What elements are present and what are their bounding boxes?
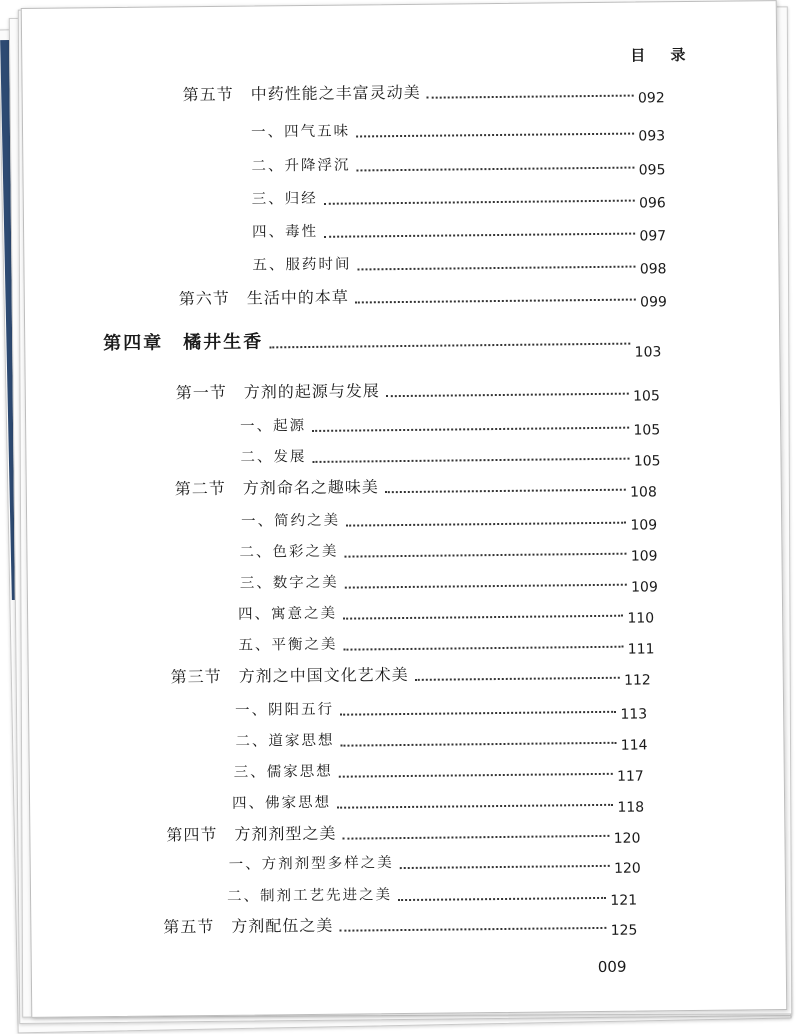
toc-entry [235, 696, 648, 723]
toc-entry-label: 第四章 橘井生香 [103, 331, 264, 355]
toc-entry-label: 第二节 方剂命名之趣味美 [174, 477, 379, 499]
toc-entry-label: 二、色彩之美 [239, 543, 339, 561]
toc-entry-page: 098 [639, 261, 667, 278]
toc-entry-label: 一、简约之美 [241, 512, 341, 530]
toc-entry-label: 第五节 中药性能之丰富灵动美 [182, 82, 421, 105]
toc-entry-label: 一、方剂剂型多样之美 [228, 855, 394, 873]
toc-entry-page: 103 [634, 344, 662, 361]
toc-entry-label: 一、四气五味 [250, 123, 351, 141]
leader-dots [343, 615, 623, 620]
toc-entry-label: 第五节 方剂配伍之美 [163, 915, 334, 937]
toc-entry [239, 569, 658, 596]
toc-entry-page: 120 [613, 860, 641, 877]
toc-entry-label: 四、毒性 [252, 223, 319, 241]
toc-entry [179, 284, 667, 309]
toc-entry [183, 80, 665, 105]
toc-entry-page: 099 [640, 294, 667, 311]
toc-entry [234, 759, 644, 783]
toc-entry [232, 790, 644, 814]
toc-entry-label: 二、制剂工艺先进之美 [226, 887, 393, 905]
toc-entry-label: 二、道家思想 [235, 732, 335, 750]
toc-entry-page: 110 [627, 610, 655, 627]
toc-entry [227, 883, 637, 907]
toc-entry [240, 443, 661, 470]
leader-dots [269, 343, 630, 349]
leader-dots [312, 458, 629, 463]
leader-dots [356, 133, 634, 138]
toc-entry [241, 507, 658, 534]
toc-entry-page: 096 [638, 195, 666, 212]
toc-chapter-entry [103, 328, 662, 361]
toc-entry-page: 109 [631, 579, 658, 596]
toc-entry-page: 120 [613, 830, 641, 847]
toc-entry-page: 095 [638, 162, 666, 179]
toc-entry-page: 118 [617, 799, 645, 816]
toc-entry [171, 662, 651, 687]
leader-dots [385, 489, 626, 494]
leader-dots [324, 200, 635, 205]
leader-dots [356, 167, 634, 172]
toc-entry-page: 109 [630, 517, 658, 534]
leader-dots [346, 522, 626, 527]
toc-entry-page: 108 [630, 484, 657, 501]
toc-entry-page: 097 [639, 228, 667, 245]
leader-dots [345, 584, 627, 589]
page-number: 009 [597, 957, 627, 976]
toc-entry-label: 二、升降浮沉 [251, 157, 351, 175]
toc-entry [251, 152, 666, 179]
toc-entry-label: 第三节 方剂之中国文化艺术美 [170, 664, 409, 687]
table-of-contents [22, 1, 787, 1017]
leader-dots [415, 677, 620, 681]
toc-entry-page: 093 [638, 128, 666, 145]
toc-entry-page: 109 [630, 548, 658, 565]
toc-entry [239, 538, 658, 565]
toc-entry [252, 218, 667, 245]
toc-entry-label: 三、儒家思想 [233, 763, 333, 781]
leader-dots [312, 427, 629, 432]
running-header: 目 录 [630, 45, 696, 65]
toc-entry [240, 412, 661, 439]
leader-dots [386, 393, 629, 398]
toc-entry-page: 117 [616, 768, 644, 785]
toc-entry-label: 二、发展 [240, 449, 307, 466]
toc-entry [238, 600, 655, 627]
toc-entry-page: 125 [610, 922, 638, 939]
toc-entry-page: 114 [620, 737, 648, 754]
toc-entry-label: 第六节 生活中的本草 [178, 287, 349, 309]
toc-entry [250, 118, 666, 145]
toc-entry-page: 092 [637, 90, 665, 107]
toc-entry-page: 105 [633, 453, 661, 470]
leader-dots [427, 95, 634, 99]
toc-entry-page: 113 [620, 706, 648, 723]
leader-dots [342, 835, 609, 840]
toc-entry-page: 121 [610, 892, 638, 909]
leader-dots [398, 897, 606, 901]
toc-entry [175, 474, 657, 499]
leader-dots [339, 773, 613, 778]
leader-dots [357, 266, 635, 271]
leader-dots [340, 742, 616, 747]
leader-dots [344, 553, 626, 558]
toc-entry-label: 一、阴阳五行 [235, 701, 335, 719]
toc-entry [176, 378, 660, 403]
toc-entry-label: 三、数字之美 [239, 574, 339, 592]
toc-entry [235, 727, 648, 754]
leader-dots [355, 299, 636, 304]
toc-entry-label: 一、起源 [240, 418, 307, 435]
toc-entry [251, 185, 666, 212]
toc-entry-label: 第四节 方剂剂型之美 [166, 823, 337, 845]
leader-dots [340, 711, 616, 716]
toc-entry [238, 631, 655, 658]
toc-entry-label: 五、服药时间 [252, 256, 352, 274]
toc-entry [252, 251, 667, 278]
toc-entry-label: 第一节 方剂的起源与发展 [175, 381, 380, 403]
toc-entry [229, 851, 641, 875]
toc-entry [166, 821, 640, 846]
toc-entry [163, 913, 637, 938]
toc-entry-page: 111 [627, 641, 655, 658]
toc-page [21, 0, 788, 1018]
toc-entry-page: 112 [623, 672, 651, 689]
leader-dots [339, 927, 606, 932]
toc-entry-label: 四、佛家思想 [231, 794, 332, 812]
toc-entry-page: 105 [633, 388, 660, 405]
toc-entry-label: 三、归经 [251, 190, 318, 208]
leader-dots [337, 804, 613, 809]
leader-dots [343, 646, 623, 651]
toc-entry-label: 五、平衡之美 [238, 636, 338, 654]
leader-dots [400, 865, 610, 869]
toc-entry-page: 105 [633, 422, 661, 439]
toc-entry-label: 四、寓意之美 [238, 605, 338, 623]
leader-dots [324, 233, 635, 238]
